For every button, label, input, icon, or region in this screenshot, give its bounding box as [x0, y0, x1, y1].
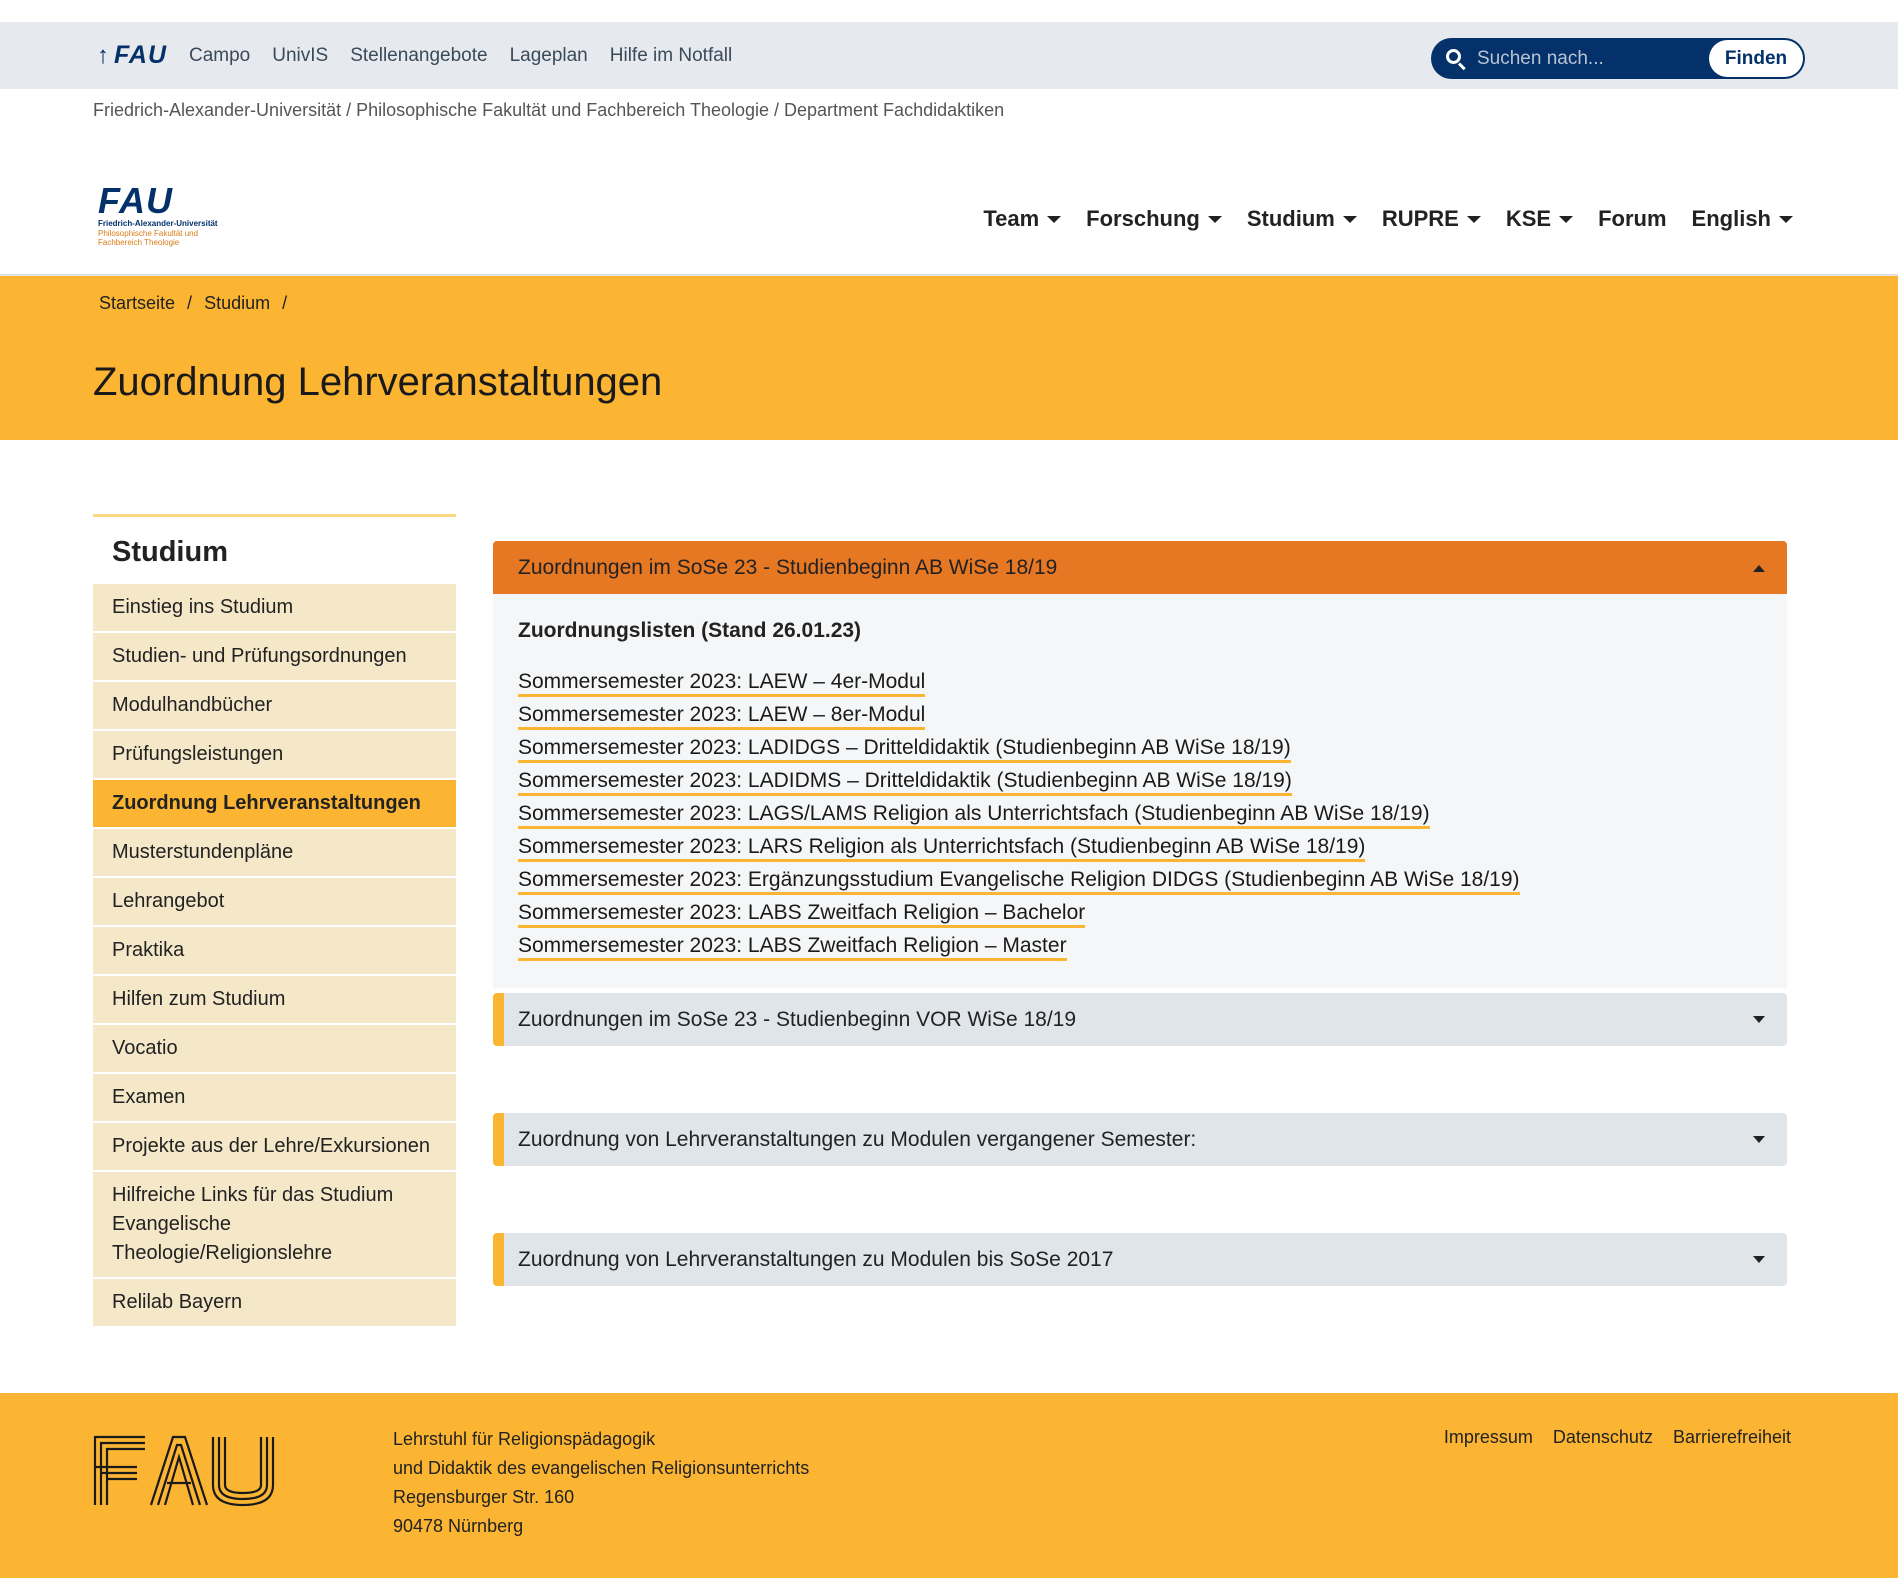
nav-label: RUPRE: [1381, 206, 1459, 231]
accordion-header-bis-sose-2017[interactable]: [493, 1233, 1787, 1286]
document-link[interactable]: Sommersemester 2023: LADIDGS – Dritteldidaktik (Studienbeginn AB WiSe 18/19): [518, 731, 1762, 764]
sidebar-item-einstieg[interactable]: Einstieg ins Studium: [93, 584, 456, 633]
footer-link-datenschutz[interactable]: Datenschutz: [1552, 1427, 1653, 1447]
fau-home-link[interactable]: [97, 41, 167, 70]
logo-wordmark: FAU: [98, 180, 173, 221]
accordion-header-vor-wise[interactable]: [493, 993, 1787, 1046]
logo-faculty-line1: Philosophische Fakultät und: [98, 229, 199, 238]
address-line: Regensburger Str. 160: [393, 1487, 575, 1507]
nav-item-forschung[interactable]: [1086, 206, 1222, 232]
caret-down-icon: [1753, 1136, 1765, 1143]
sidebar: [93, 514, 456, 1328]
accordion-subtitle: Zuordnungslisten (Stand 26.01.23): [518, 619, 862, 642]
accordion-title: Zuordnung von Lehrveranstaltungen zu Modulen vergangener Semester:: [518, 1127, 1197, 1151]
sidebar-title[interactable]: Studium: [112, 536, 228, 568]
nav-label: Forum: [1598, 206, 1667, 231]
accordion-body: [493, 594, 1787, 988]
document-link[interactable]: Sommersemester 2023: LAEW – 8er-Modul: [518, 698, 1762, 731]
footer: [0, 1393, 1898, 1578]
sidebar-item-hilfen[interactable]: Hilfen zum Studium: [93, 976, 456, 1025]
sidebar-item-relilab[interactable]: Relilab Bayern: [93, 1279, 456, 1328]
sidebar-item-praktika[interactable]: Praktika: [93, 927, 456, 976]
nav-item-english[interactable]: [1692, 206, 1793, 232]
document-link[interactable]: Sommersemester 2023: LAEW – 4er-Modul: [518, 665, 1762, 698]
sidebar-item-examen[interactable]: Examen: [93, 1074, 456, 1123]
accordion-title: Zuordnung von Lehrveranstaltungen zu Modulen bis SoSe 2017: [518, 1247, 1114, 1271]
sidebar-item-pruefungsordnungen[interactable]: Studien- und Prüfungsordnungen: [93, 633, 456, 682]
sidebar-item-vocatio[interactable]: Vocatio: [93, 1025, 456, 1074]
caret-down-icon: [1343, 216, 1357, 223]
breadcrumb-separator: /: [282, 293, 288, 313]
breadcrumb-startseite[interactable]: Startseite: [99, 293, 176, 313]
document-link[interactable]: Sommersemester 2023: LABS Zweitfach Religion – Bachelor: [518, 896, 1762, 929]
search-input[interactable]: [1477, 48, 1707, 70]
caret-down-icon: [1779, 216, 1793, 223]
nav-label: Studium: [1246, 206, 1335, 231]
nav-label: Forschung: [1086, 206, 1200, 231]
document-link[interactable]: Sommersemester 2023: Ergänzungsstudium Evangelische Religion DIDGS (Studienbeginn AB WiSe 18/19): [518, 863, 1762, 896]
meta-link-campo[interactable]: Campo: [189, 44, 251, 66]
footer-link-impressum[interactable]: Impressum: [1443, 1427, 1533, 1447]
footer-link-barrierefreiheit[interactable]: Barrierefreiheit: [1672, 1427, 1791, 1447]
page-title: Zuordnung Lehrveranstaltungen: [93, 360, 663, 404]
caret-down-icon: [1559, 216, 1573, 223]
meta-link-lageplan[interactable]: Lageplan: [509, 44, 588, 66]
sidebar-item-projekte[interactable]: Projekte aus der Lehre/Exkursionen: [93, 1123, 456, 1172]
nav-label: Team: [983, 206, 1040, 231]
caret-down-icon: [1753, 1256, 1765, 1263]
logo-faculty-line2: Fachbereich Theologie: [98, 238, 180, 247]
logo-university: Friedrich-Alexander-Universität: [98, 219, 218, 228]
meta-link-univis[interactable]: UnivIS: [272, 44, 329, 66]
accordion-header-open[interactable]: [493, 541, 1787, 594]
main-nav: [983, 206, 1793, 232]
accordion-header-vergangene-semester[interactable]: [493, 1113, 1787, 1166]
document-link[interactable]: Sommersemester 2023: LABS Zweitfach Religion – Master: [518, 929, 1762, 962]
caret-down-icon: [1467, 216, 1481, 223]
nav-item-team[interactable]: [983, 206, 1061, 232]
footer-address: [393, 1425, 809, 1541]
sidebar-item-lehrangebot[interactable]: Lehrangebot: [93, 878, 456, 927]
meta-links: [97, 22, 732, 89]
caret-up-icon: [1753, 565, 1765, 572]
fau-logo[interactable]: [98, 180, 228, 251]
sidebar-item-musterstundenplaene[interactable]: Musterstundenpläne: [93, 829, 456, 878]
caret-down-icon: [1208, 216, 1222, 223]
page-hero: [0, 276, 1898, 440]
breadcrumb-studium[interactable]: Studium: [204, 293, 271, 313]
footer-fau-logo[interactable]: [93, 1435, 275, 1512]
sidebar-item-modulhandbuecher[interactable]: Modulhandbücher: [93, 682, 456, 731]
accordion-title: Zuordnungen im SoSe 23 - Studienbeginn VOR WiSe 18/19: [518, 1007, 1077, 1031]
search-button[interactable]: Finden: [1709, 40, 1803, 77]
fau-logo-icon: [93, 1435, 275, 1507]
document-link[interactable]: Sommersemester 2023: LADIDMS – Dritteldidaktik (Studienbeginn AB WiSe 18/19): [518, 764, 1762, 797]
accordion-title: Zuordnungen im SoSe 23 - Studienbeginn AB WiSe 18/19: [518, 555, 1058, 579]
document-link[interactable]: Sommersemester 2023: LARS Religion als Unterrichtsfach (Studienbeginn AB WiSe 18/19): [518, 830, 1762, 863]
caret-down-icon: [1753, 1016, 1765, 1023]
arrow-up-icon: ↑: [97, 41, 110, 69]
nav-item-rupre[interactable]: [1382, 206, 1481, 232]
nav-label: English: [1691, 206, 1771, 231]
sidebar-item-hilfreiche-links[interactable]: Hilfreiche Links für das Studium Evangelische Theologie/Religionslehre: [93, 1172, 456, 1279]
sidebar-item-zuordnung-active[interactable]: Zuordnung Lehrveranstaltungen: [93, 780, 456, 829]
breadcrumb-separator: /: [187, 293, 193, 313]
caret-down-icon: [1047, 216, 1061, 223]
address-line: 90478 Nürnberg: [393, 1516, 524, 1536]
nav-item-kse[interactable]: [1506, 206, 1573, 232]
fau-home-label: FAU: [114, 41, 167, 69]
address-line: Lehrstuhl für Religionspädagogik: [393, 1429, 656, 1449]
document-link[interactable]: Sommersemester 2023: LAGS/LAMS Religion als Unterrichtsfach (Studienbeginn AB WiSe 18/19): [518, 797, 1762, 830]
search-icon: [1445, 48, 1467, 70]
nav-item-forum[interactable]: [1598, 206, 1666, 232]
meta-link-hilfe-im-notfall[interactable]: Hilfe im Notfall: [609, 44, 733, 66]
meta-link-stellenangebote[interactable]: Stellenangebote: [350, 44, 488, 66]
footer-links: [1444, 1427, 1791, 1448]
nav-label: KSE: [1505, 206, 1552, 231]
search-box: [1431, 38, 1805, 79]
sidebar-item-pruefungsleistungen[interactable]: Prüfungsleistungen: [93, 731, 456, 780]
breadcrumb: [99, 293, 287, 314]
address-line: und Didaktik des evangelischen Religionsunterrichts: [393, 1458, 810, 1478]
meta-bar: [0, 22, 1898, 89]
org-breadcrumb[interactable]: Friedrich-Alexander-Universität / Philosophische Fakultät und Fachbereich Theologie / Department Fachdidaktiken: [93, 100, 1005, 120]
main-content: [493, 541, 1787, 1286]
nav-item-studium[interactable]: [1247, 206, 1357, 232]
